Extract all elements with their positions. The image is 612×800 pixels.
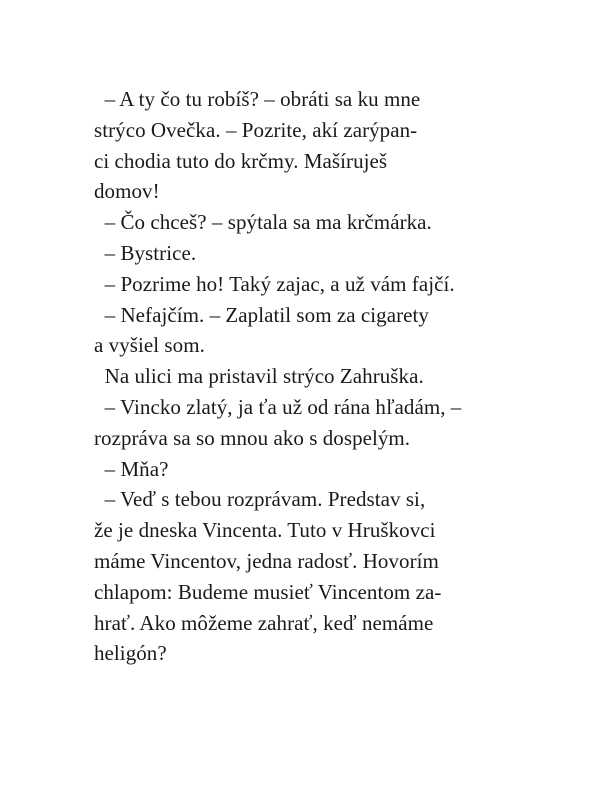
text-line: máme Vincentov, jedna radosť. Hovorím [94, 548, 439, 573]
text-line: chlapom: Budeme musieť Vincentom za- [94, 579, 442, 604]
text-line: domov! [94, 179, 160, 204]
text-line: ci chodia tuto do krčmy. Mašíruješ [94, 148, 388, 173]
text-line: že je dneska Vincenta. Tuto v Hruškovci [94, 518, 436, 543]
text-line: – Mňa? [94, 456, 169, 481]
text-line: – Veď s tebou rozprávam. Predstav si, [94, 487, 426, 512]
text-line: Na ulici ma pristavil strýco Zahruška. [94, 364, 424, 389]
text-line: strýco Ovečka. – Pozrite, akí zarýpan- [94, 117, 418, 142]
text-line: hrať. Ako môžeme zahrať, keď nemáme [94, 610, 434, 635]
text-line: – Nefajčím. – Zaplatil som za cigarety [94, 302, 429, 327]
text-line: – Bystrice. [94, 240, 197, 265]
text-line: rozpráva sa so mnou ako s dospelým. [94, 425, 411, 450]
text-line: a vyšiel som. [94, 333, 205, 358]
text-line: – Čo chceš? – spýtala sa ma krčmárka. [94, 210, 432, 235]
text-line: – A ty čo tu robíš? – obráti sa ku mne [94, 87, 421, 111]
text-line: heligón? [94, 641, 167, 666]
text-line: – Pozrime ho! Taký zajac, a už vám fajčí. [94, 271, 455, 296]
page-text [94, 84, 574, 669]
text-line: – Vincko zlatý, ja ťa už od rána hľadám, – [94, 394, 462, 419]
